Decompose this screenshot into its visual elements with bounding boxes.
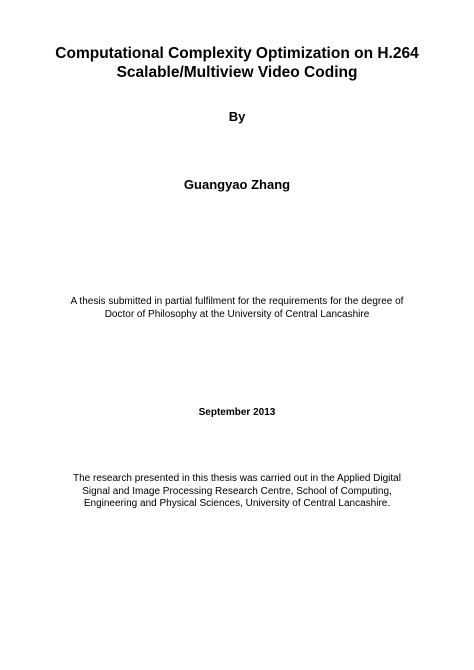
by-label: By <box>228 109 246 124</box>
degree-statement-line-2: Doctor of Philosophy at the University of Central Lancashire <box>104 308 370 320</box>
research-statement-line-2: Signal and Image Processing Research Centre, School of Computing, <box>82 485 392 497</box>
author-name: Guangyao Zhang <box>183 177 291 192</box>
thesis-title <box>0 44 474 82</box>
research-statement-line-1: The research presented in this thesis was carried out in the Applied Digital <box>73 473 401 484</box>
degree-statement-line-1: A thesis submitted in partial fulfilment for the requirements for the degree of <box>70 296 404 307</box>
research-statement <box>0 473 474 511</box>
degree-statement <box>0 296 474 321</box>
thesis-title-line-2: Scalable/Multiview Video Coding <box>116 64 358 81</box>
thesis-title-line-1: Computational Complexity Optimization on H.264 <box>55 45 419 62</box>
research-statement-line-3: Engineering and Physical Sciences, University of Central Lancashire. <box>83 498 391 509</box>
submission-date: September 2013 <box>198 407 276 418</box>
